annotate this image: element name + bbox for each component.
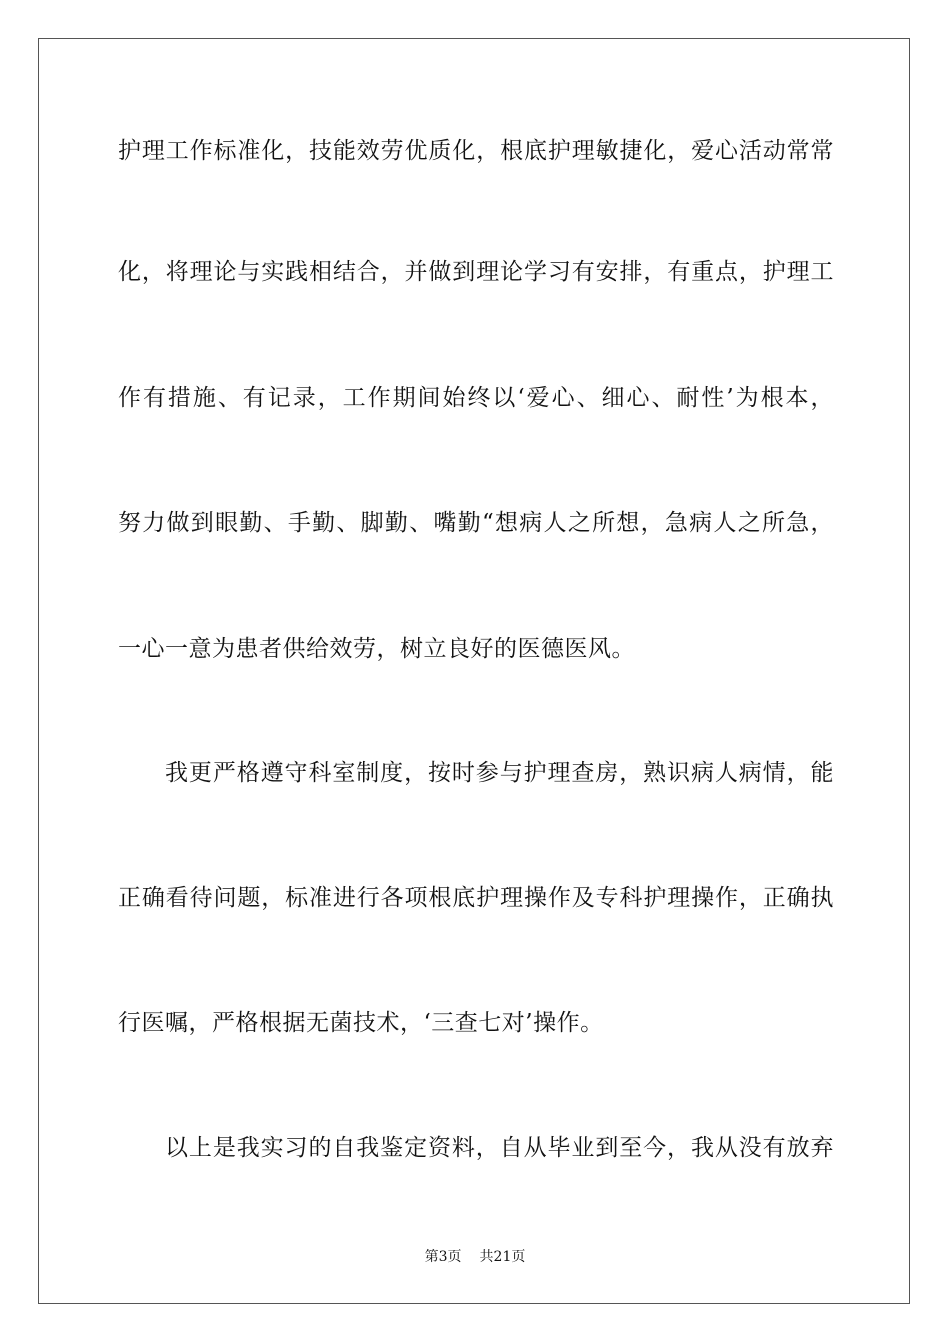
- page-footer: [0, 1248, 950, 1266]
- paragraph-1-line-3: 作有措施、有记录，工作期间始终以‘爱心、细心、耐性’为根本，: [118, 385, 834, 411]
- page-border: [38, 38, 910, 1304]
- page-number: 第3页: [424, 1249, 462, 1265]
- paragraph-1-line-5: 一心一意为患者供给效劳，树立良好的医德医风。: [118, 636, 635, 662]
- page-total: 共21页: [479, 1249, 526, 1265]
- paragraph-1-line-1: 护理工作标准化，技能效劳优质化，根底护理敏捷化，爱心活动常常: [118, 138, 834, 164]
- paragraph-3-line-1: 以上是我实习的自我鉴定资料，自从毕业到至今，我从没有放弃: [165, 1135, 834, 1161]
- paragraph-1-line-4: 努力做到眼勤、手勤、脚勤、嘴勤“想病人之所想，急病人之所急，: [118, 510, 834, 536]
- paragraph-2-line-1: 我更严格遵守科室制度，按时参与护理查房，熟识病人病情，能: [165, 760, 834, 786]
- paragraph-2-line-2: 正确看待问题，标准进行各项根底护理操作及专科护理操作，正确执: [118, 885, 834, 911]
- paragraph-2-line-3: 行医嘱，严格根据无菌技术，‘三查七对’操作。: [118, 1010, 604, 1036]
- paragraph-1-line-2: 化，将理论与实践相结合，并做到理论学习有安排，有重点，护理工: [118, 259, 834, 285]
